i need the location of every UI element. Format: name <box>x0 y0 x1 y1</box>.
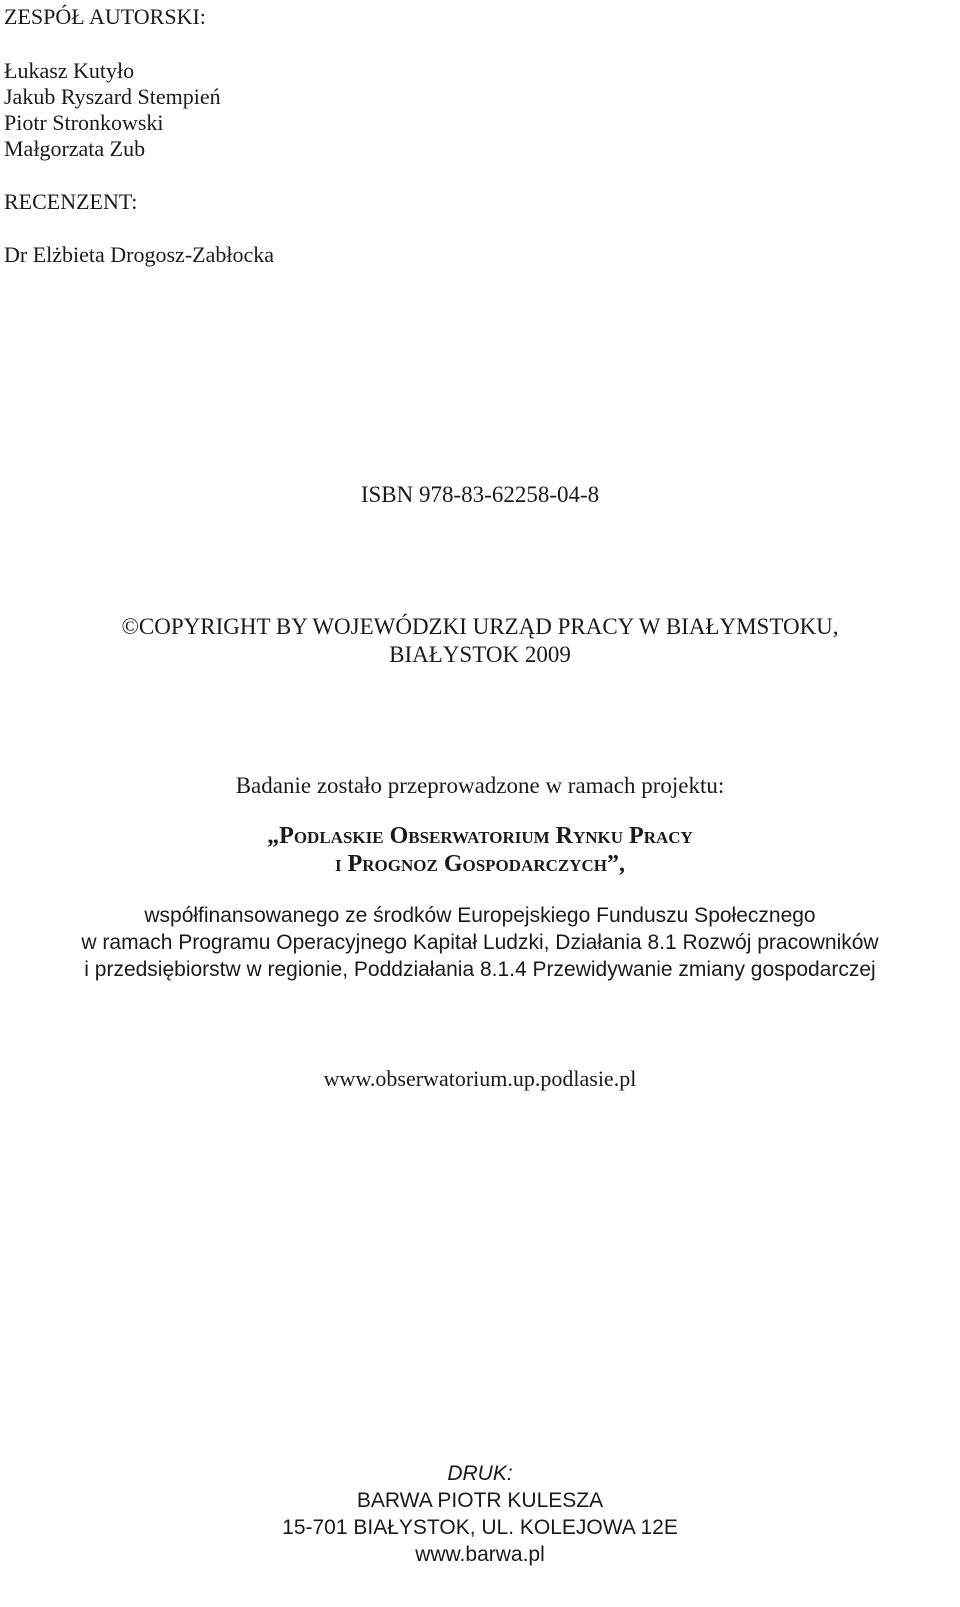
printer-website-link[interactable]: www.barwa.pl <box>415 1543 545 1566</box>
isbn: ISBN 978-83-62258-04-8 <box>360 482 600 507</box>
printer-name: BARWA PIOTR KULESZA <box>356 1489 604 1512</box>
printer-address: 15-701 BIAŁYSTOK, UL. KOLEJOWA 12E <box>282 1516 678 1539</box>
copyright-line-2: BIAŁYSTOK 2009 <box>389 642 571 667</box>
author-name: Małgorzata Zub <box>4 136 146 161</box>
author-name: Jakub Ryszard Stempień <box>4 84 221 109</box>
authors-section <box>4 4 221 162</box>
cofinancing-line-1: współfinansowanego ze środków Europejskiego Funduszu Społecznego <box>144 904 816 927</box>
project-title-line-2: i Prognoz Gospodarczych”, <box>334 851 625 877</box>
reviewer-heading: RECENZENT: <box>4 189 138 214</box>
website-link[interactable]: www.obserwatorium.up.podlasie.pl <box>323 1066 637 1091</box>
author-name: Piotr Stronkowski <box>4 110 164 135</box>
authors-heading: ZESPÓŁ AUTORSKI: <box>4 4 206 29</box>
cofinancing-line-3: i przedsiębiorstw w regionie, Poddziałania 8.1.4 Przewidywanie zmiany gospodarczej <box>84 958 876 981</box>
printer-label: DRUK: <box>447 1462 513 1485</box>
cofinancing-line-2: w ramach Programu Operacyjnego Kapitał Ludzki, Działania 8.1 Rozwój pracowników <box>81 931 879 954</box>
project-title-line-1: „Podlaskie Obserwatorium Rynku Pracy <box>267 823 693 849</box>
project-intro: Badanie zostało przeprowadzone w ramach projektu: <box>235 773 725 798</box>
reviewer-name: Dr Elżbieta Drogosz-Zabłocka <box>4 242 274 267</box>
author-name: Łukasz Kutyło <box>4 58 135 83</box>
copyright-line-1: ©COPYRIGHT BY WOJEWÓDZKI URZĄD PRACY W BIAŁYMSTOKU, <box>121 614 839 639</box>
